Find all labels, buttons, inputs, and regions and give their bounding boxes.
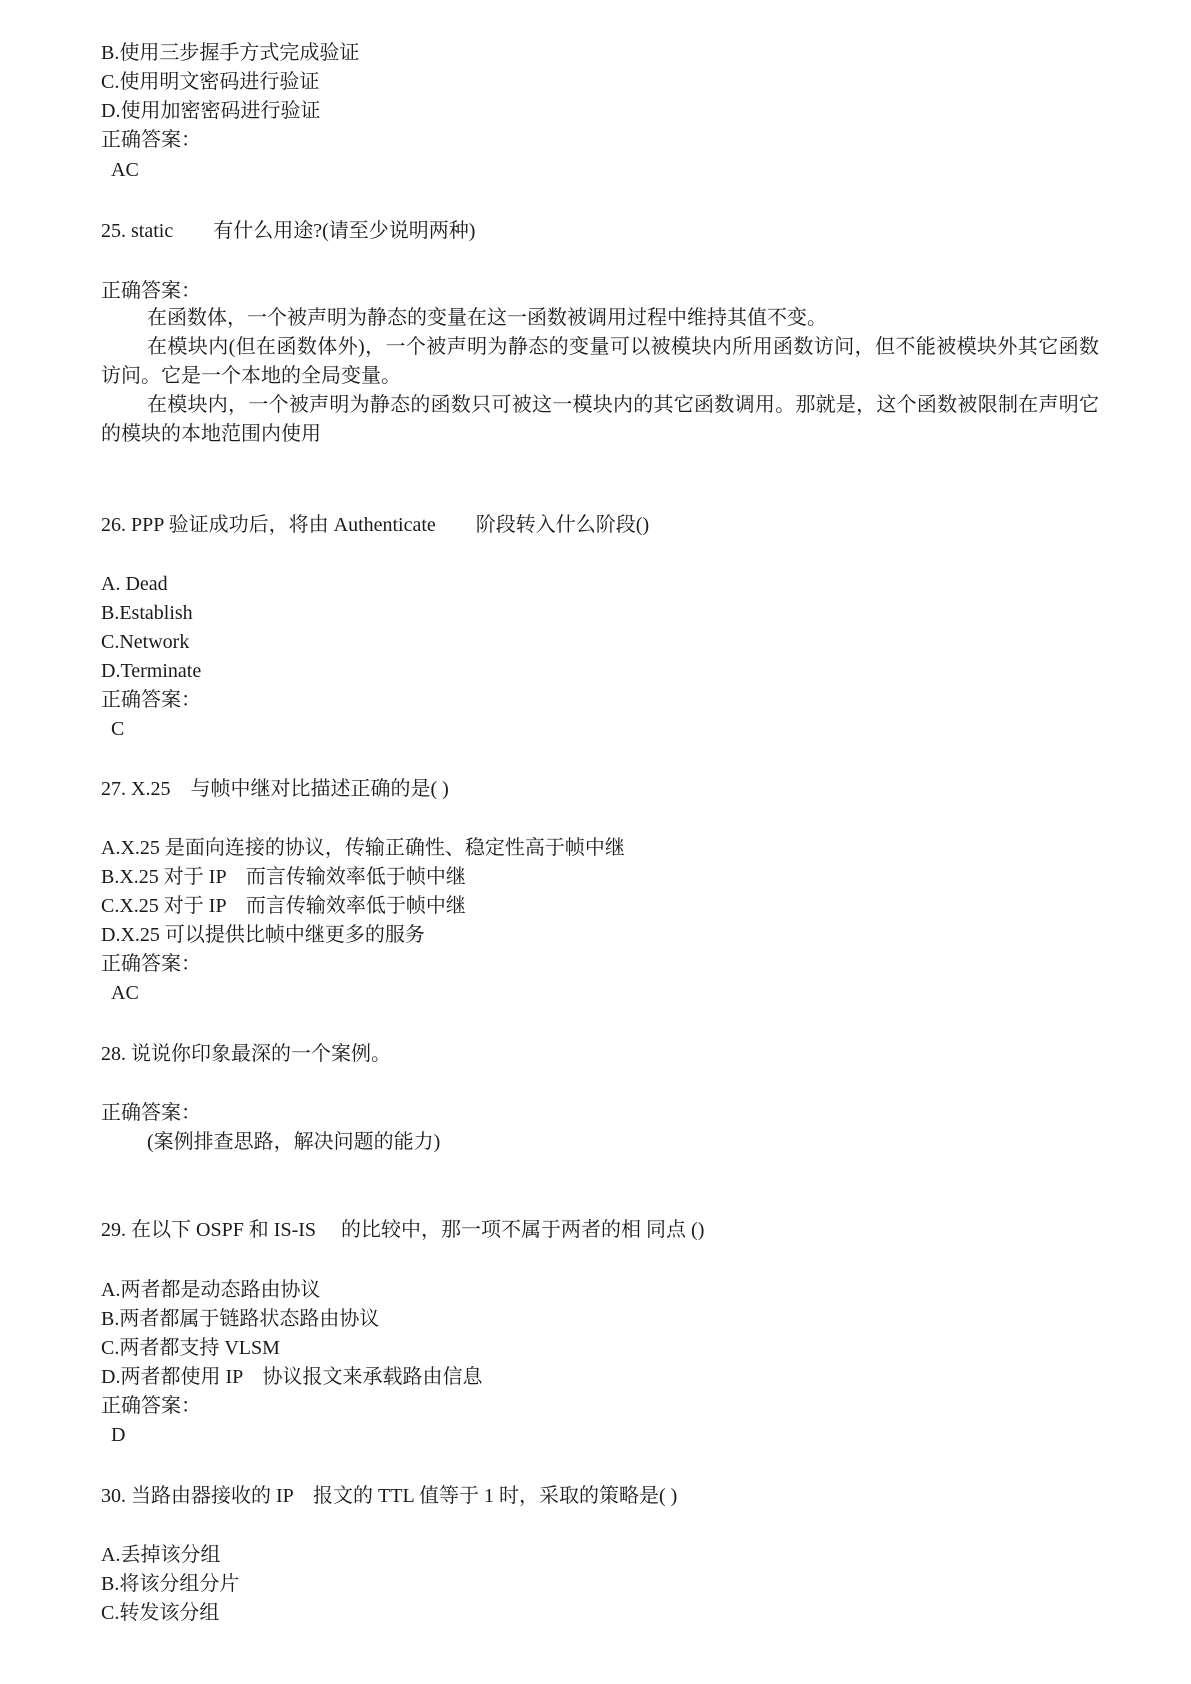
q28-answer-label: 正确答案： [101,1102,201,1124]
q24-answer-label: 正确答案： [101,129,201,151]
q26-answer: C [111,718,125,740]
q26-question: 26. PPP 验证成功后，将由 Authenticate 阶段转入什么阶段() [101,514,650,536]
q25-question: 25. static 有什么用途?(请至少说明两种) [101,220,476,242]
q26-option-b: B.Establish [101,602,193,624]
q30-option-c: C.转发该分组 [101,1602,220,1624]
q30-option-a: A.丢掉该分组 [101,1544,221,1566]
q29-option-d: D.两者都使用 IP 协议报文来承载路由信息 [101,1366,483,1388]
q29-answer: D [111,1424,126,1446]
q27-answer: AC [111,982,139,1004]
q29-option-b: B.两者都属于链路状态路由协议 [101,1308,380,1330]
q28-question: 28. 说说你印象最深的一个案例。 [101,1043,391,1065]
q30-option-b: B.将该分组分片 [101,1573,240,1595]
q24-option-d: D.使用加密密码进行验证 [101,100,321,122]
q27-question: 27. X.25 与帧中继对比描述正确的是( ) [101,778,449,800]
q25-paragraph: 在模块内(但在函数体外)，一个被声明为静态的变量可以被模块内所用函数访问，但不能被模块外其它函数访问。它是一个本地的全局变量。 [101,336,1099,387]
q25-paragraph: 在函数体，一个被声明为静态的变量在这一函数被调用过程中维持其值不变。 [147,307,827,329]
q26-option-a: A. Dead [101,573,168,595]
q26-answer-label: 正确答案： [101,689,201,711]
q29-answer-label: 正确答案： [101,1395,201,1417]
q24-option-c: C.使用明文密码进行验证 [101,71,320,93]
q27-option-a: A.X.25 是面向连接的协议，传输正确性、稳定性高于帧中继 [101,837,625,859]
q26-option-d: D.Terminate [101,660,202,682]
q25-answer-body [101,304,1099,449]
q29-option-c: C.两者都支持 VLSM [101,1337,280,1359]
q30-question: 30. 当路由器接收的 IP 报文的 TTL 值等于 1 时，采取的策略是( ) [101,1485,678,1507]
q27-answer-label: 正确答案： [101,953,201,975]
q25-paragraph: 在模块内，一个被声明为静态的函数只可被这一模块内的其它函数调用。那就是，这个函数被限制在声明它的模块的本地范围内使用 [101,394,1099,445]
q27-option-c: C.X.25 对于 IP 而言传输效率低于帧中继 [101,895,466,917]
q25-answer-label: 正确答案： [101,280,201,302]
q27-option-b: B.X.25 对于 IP 而言传输效率低于帧中继 [101,866,466,888]
q24-option-b: B.使用三步握手方式完成验证 [101,42,360,64]
q29-question: 29. 在以下 OSPF 和 IS-IS 的比较中，那一项不属于两者的相 同点 () [101,1219,705,1241]
q24-answer: AC [111,159,139,181]
q26-option-c: C.Network [101,631,190,653]
q28-answer: (案例排查思路，解决问题的能力) [147,1131,441,1153]
q27-option-d: D.X.25 可以提供比帧中继更多的服务 [101,924,425,946]
q29-option-a: A.两者都是动态路由协议 [101,1279,321,1301]
